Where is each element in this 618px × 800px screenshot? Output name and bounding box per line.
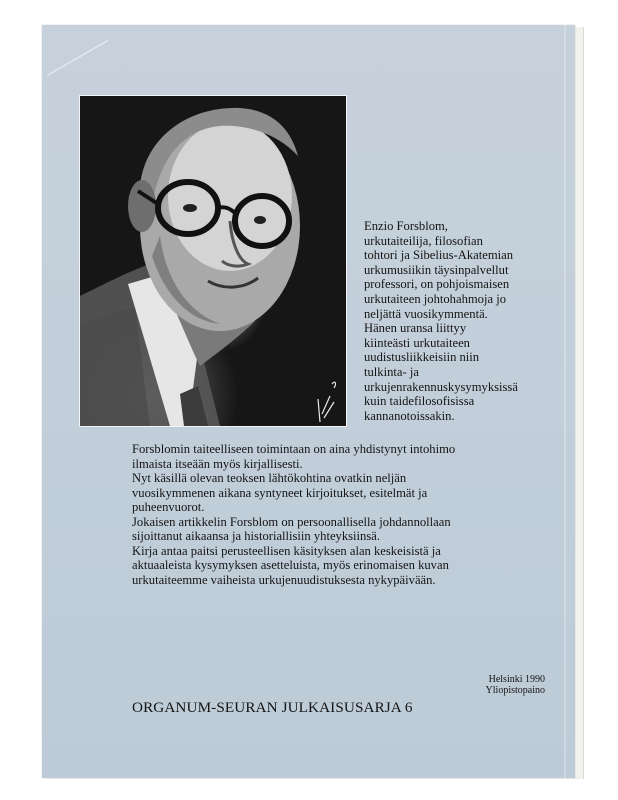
imprint — [486, 675, 545, 696]
description-line: puheenvuorot. — [132, 500, 205, 514]
series-title: ORGANUM-SEURAN JULKAISUSARJA 6 — [132, 699, 413, 716]
imprint-printer: Yliopistopaino — [485, 684, 545, 696]
description-line: Forsblomin taiteelliseen toimintaan on aina yhdistynyt intohimo — [132, 442, 456, 456]
description-line: sijoittanut aikaansa ja historiallisiin yhteyksiinsä. — [132, 529, 380, 543]
bio-line: kiinteästi urkutaiteen — [364, 335, 470, 350]
back-cover — [42, 25, 575, 778]
bio-line: urkutaiteen johtohahmoja jo — [364, 291, 506, 306]
bio-line: tulkinta- ja — [364, 364, 419, 379]
bio-line: kuin taidefilosofisissa — [364, 394, 475, 409]
description-line: aktuaaleista kysymyksen asetteluista, myös erinomaisen kuvan — [132, 558, 449, 572]
bio-line: tohtori ja Sibelius-Akatemian — [364, 248, 513, 263]
bio-line: kannanotoissakin. — [364, 408, 455, 423]
bio-line: professori, on pohjoismaisen — [364, 277, 510, 292]
author-bio-text — [364, 219, 574, 423]
bio-line: urkutaiteilija, filosofian — [364, 233, 483, 248]
description-line: urkutaiteemme vaiheista urkujenuudistuksesta nykypäivään. — [132, 572, 436, 587]
description-line: Nyt käsillä olevan teoksen lähtökohtina ovatkin neljän — [132, 471, 407, 485]
bio-line: urkumusiikin täysinpalvellut — [364, 262, 509, 277]
bio-line: uudistusliikkeisiin niin — [364, 350, 480, 365]
description-line: Kirja antaa paitsi perusteellisen käsityksen alan keskeisistä ja — [132, 543, 441, 558]
portrait-illustration — [80, 96, 346, 426]
book-description-text — [132, 442, 572, 587]
description-line: vuosikymmenen aikana syntyneet kirjoitukset, esitelmät ja — [132, 485, 428, 500]
bio-line: Hänen uransa liittyy — [364, 321, 467, 336]
description-line: ilmaista itseään myös kirjallisesti. — [132, 456, 303, 471]
description-line: Jokaisen artikkelin Forsblom on persoonallisella johdannollaan — [132, 514, 451, 529]
bio-line: urkujenrakennuskysymyksissä — [364, 379, 518, 394]
signature-mark — [318, 382, 335, 422]
cover-scratch — [47, 40, 108, 76]
imprint-place-year: Helsinki 1990 — [488, 674, 545, 685]
bio-line: Enzio Forsblom, — [364, 219, 448, 233]
author-portrait-photo — [79, 95, 347, 427]
bio-line: neljättä vuosikymmentä. — [364, 306, 488, 321]
